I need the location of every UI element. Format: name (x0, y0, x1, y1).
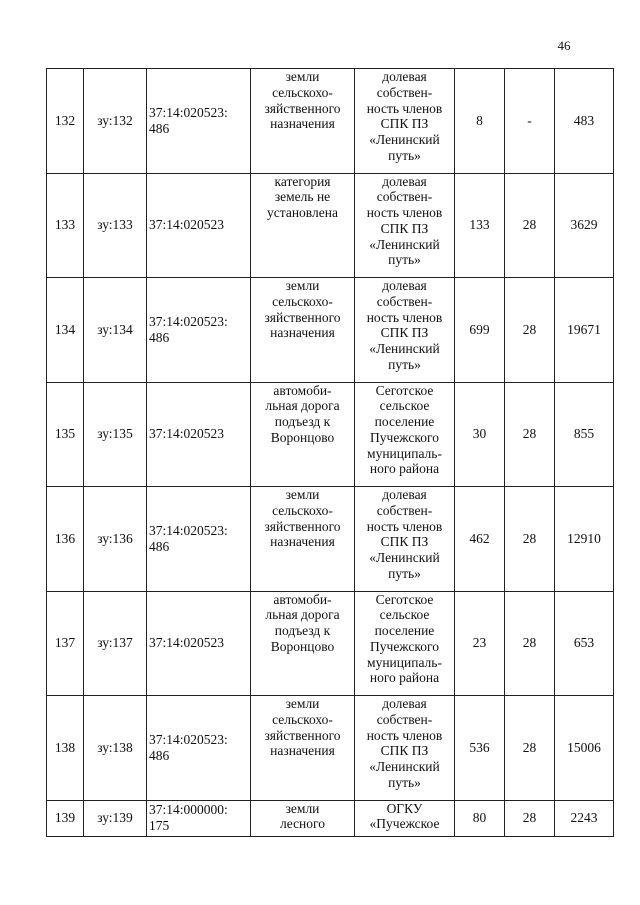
rate-value: 28 (522, 635, 537, 651)
plot-id: зу:136 (97, 530, 133, 546)
row-number-cell (47, 487, 84, 592)
rate-value-cell (505, 173, 555, 278)
plot-id-cell (84, 487, 147, 592)
land-category-cell (251, 696, 355, 801)
area-value-cell (555, 69, 614, 174)
quantity-value-cell (455, 487, 505, 592)
row-number: 134 (54, 321, 76, 337)
ownership: долевая собствен- ность членов СПК ПЗ «Ленинский путь» (366, 69, 443, 163)
area-value-cell (555, 487, 614, 592)
quantity-value-cell (455, 173, 505, 278)
area-value: 483 (573, 112, 595, 128)
ownership: долевая собствен- ность членов СПК ПЗ «Ленинский путь» (366, 173, 443, 268)
rate-value: 28 (522, 321, 537, 337)
quantity-value: 23 (472, 635, 487, 651)
row-number-cell (47, 173, 84, 278)
ownership-cell (355, 278, 455, 383)
page-number: 46 (557, 38, 571, 53)
cadastral-number-cell (147, 696, 251, 801)
land-category-cell (251, 173, 355, 278)
plot-id-cell (84, 173, 147, 278)
quantity-value: 133 (469, 217, 490, 233)
table-row (47, 591, 614, 696)
land-category: земли сельскохо- зяйственного назначения (264, 487, 341, 550)
land-category-cell (251, 487, 355, 592)
plot-id: зу:134 (97, 321, 133, 337)
ownership: долевая собствен- ность членов СПК ПЗ «Ленинский путь» (366, 696, 443, 790)
land-category: земли лесного (280, 800, 325, 832)
table-row (47, 487, 614, 592)
ownership-cell (355, 487, 455, 592)
rate-value: 28 (522, 739, 537, 755)
row-number: 137 (54, 635, 76, 651)
row-number: 139 (54, 810, 76, 826)
land-category: автомоби- льная дорога подъезд к Воронцово (265, 382, 340, 445)
row-number: 132 (54, 112, 76, 128)
area-value-cell (555, 382, 614, 487)
ownership: долевая собствен- ность членов СПК ПЗ «Ленинский путь» (366, 487, 443, 581)
table-row (47, 696, 614, 801)
rate-value-cell (505, 800, 555, 836)
rate-value-cell (505, 591, 555, 696)
plot-id-cell (84, 278, 147, 383)
land-category-cell (251, 382, 355, 487)
land-plots-table (46, 68, 614, 837)
rate-value: 28 (522, 426, 537, 442)
quantity-value: 536 (469, 739, 490, 755)
row-number-cell (47, 69, 84, 174)
quantity-value: 8 (476, 112, 483, 128)
plot-id-cell (84, 800, 147, 836)
quantity-value-cell (455, 800, 505, 836)
plot-id: зу:139 (97, 810, 133, 826)
land-category: земли сельскохо- зяйственного назначения (264, 69, 341, 132)
area-value-cell (555, 591, 614, 696)
quantity-value-cell (455, 278, 505, 383)
area-value: 855 (573, 426, 595, 442)
rate-value-cell (505, 278, 555, 383)
cadastral-number-cell (147, 382, 251, 487)
rate-value-cell (505, 382, 555, 487)
cadastral-number: 37:14:020523 (149, 426, 225, 442)
row-number-cell (47, 278, 84, 383)
row-number-cell (47, 382, 84, 487)
cadastral-number: 37:14:020523 (149, 217, 225, 233)
area-value: 653 (573, 635, 595, 651)
area-value-cell (555, 278, 614, 383)
cadastral-number: 37:14:020523: 486 (149, 313, 228, 345)
plot-id-cell (84, 696, 147, 801)
rate-value-cell (505, 69, 555, 174)
land-category: автомоби- льная дорога подъезд к Воронцово (265, 591, 340, 654)
ownership-cell (355, 173, 455, 278)
ownership-cell (355, 800, 455, 836)
land-category: категория земель не установлена (267, 173, 338, 221)
row-number: 136 (54, 530, 76, 546)
cadastral-number-cell (147, 278, 251, 383)
ownership-cell (355, 591, 455, 696)
quantity-value: 30 (472, 426, 487, 442)
cadastral-number-cell (147, 173, 251, 278)
rate-value: 28 (522, 530, 537, 546)
plot-id-cell (84, 382, 147, 487)
cadastral-number: 37:14:020523 (149, 635, 225, 651)
area-value: 12910 (567, 530, 601, 546)
plot-id: зу:135 (97, 426, 133, 442)
area-value: 15006 (567, 739, 601, 755)
plot-id-cell (84, 591, 147, 696)
row-number-cell (47, 696, 84, 801)
cadastral-number: 37:14:020523: 486 (149, 104, 228, 136)
table-row (47, 173, 614, 278)
row-number-cell (47, 800, 84, 836)
plot-id: зу:138 (97, 739, 133, 755)
ownership: ОГКУ «Пучежское (369, 800, 440, 832)
cadastral-number-cell (147, 800, 251, 836)
land-category: земли сельскохо- зяйственного назначения (264, 278, 341, 341)
row-number: 138 (54, 739, 76, 755)
area-value-cell (555, 696, 614, 801)
land-category-cell (251, 591, 355, 696)
rate-value: - (527, 112, 532, 128)
area-value-cell (555, 173, 614, 278)
cadastral-number: 37:14:020523: 486 (149, 522, 228, 554)
ownership: Сеготское сельское поселение Пучежского муниципаль- ного района (367, 382, 442, 477)
row-number: 133 (54, 217, 76, 233)
quantity-value-cell (455, 382, 505, 487)
plot-id-cell (84, 69, 147, 174)
cadastral-number-cell (147, 487, 251, 592)
plot-id: зу:137 (97, 635, 133, 651)
cadastral-number: 37:14:020523: 486 (149, 731, 228, 763)
rate-value: 28 (522, 217, 537, 233)
land-category-cell (251, 69, 355, 174)
quantity-value-cell (455, 696, 505, 801)
area-value: 3629 (570, 217, 598, 233)
land-category: земли сельскохо- зяйственного назначения (264, 696, 341, 759)
row-number-cell (47, 591, 84, 696)
quantity-value: 699 (469, 321, 490, 337)
cadastral-number: 37:14:000000: 175 (149, 802, 228, 833)
row-number: 135 (54, 426, 76, 442)
table-row (47, 69, 614, 174)
ownership: долевая собствен- ность членов СПК ПЗ «Ленинский путь» (366, 278, 443, 372)
plot-id: зу:132 (97, 112, 133, 128)
table-row (47, 382, 614, 487)
area-value: 2243 (570, 810, 598, 826)
area-value-cell (555, 800, 614, 836)
cadastral-number-cell (147, 591, 251, 696)
quantity-value: 462 (469, 530, 490, 546)
ownership: Сеготское сельское поселение Пучежского муниципаль- ного района (367, 591, 442, 686)
area-value: 19671 (567, 321, 601, 337)
land-category-cell (251, 800, 355, 836)
ownership-cell (355, 382, 455, 487)
ownership-cell (355, 696, 455, 801)
rate-value-cell (505, 487, 555, 592)
table-row (47, 800, 614, 836)
cadastral-number-cell (147, 69, 251, 174)
quantity-value-cell (455, 69, 505, 174)
land-category-cell (251, 278, 355, 383)
plot-id: зу:133 (97, 217, 133, 233)
table-row (47, 278, 614, 383)
quantity-value-cell (455, 591, 505, 696)
rate-value: 28 (522, 810, 537, 826)
rate-value-cell (505, 696, 555, 801)
quantity-value: 80 (472, 810, 487, 826)
ownership-cell (355, 69, 455, 174)
